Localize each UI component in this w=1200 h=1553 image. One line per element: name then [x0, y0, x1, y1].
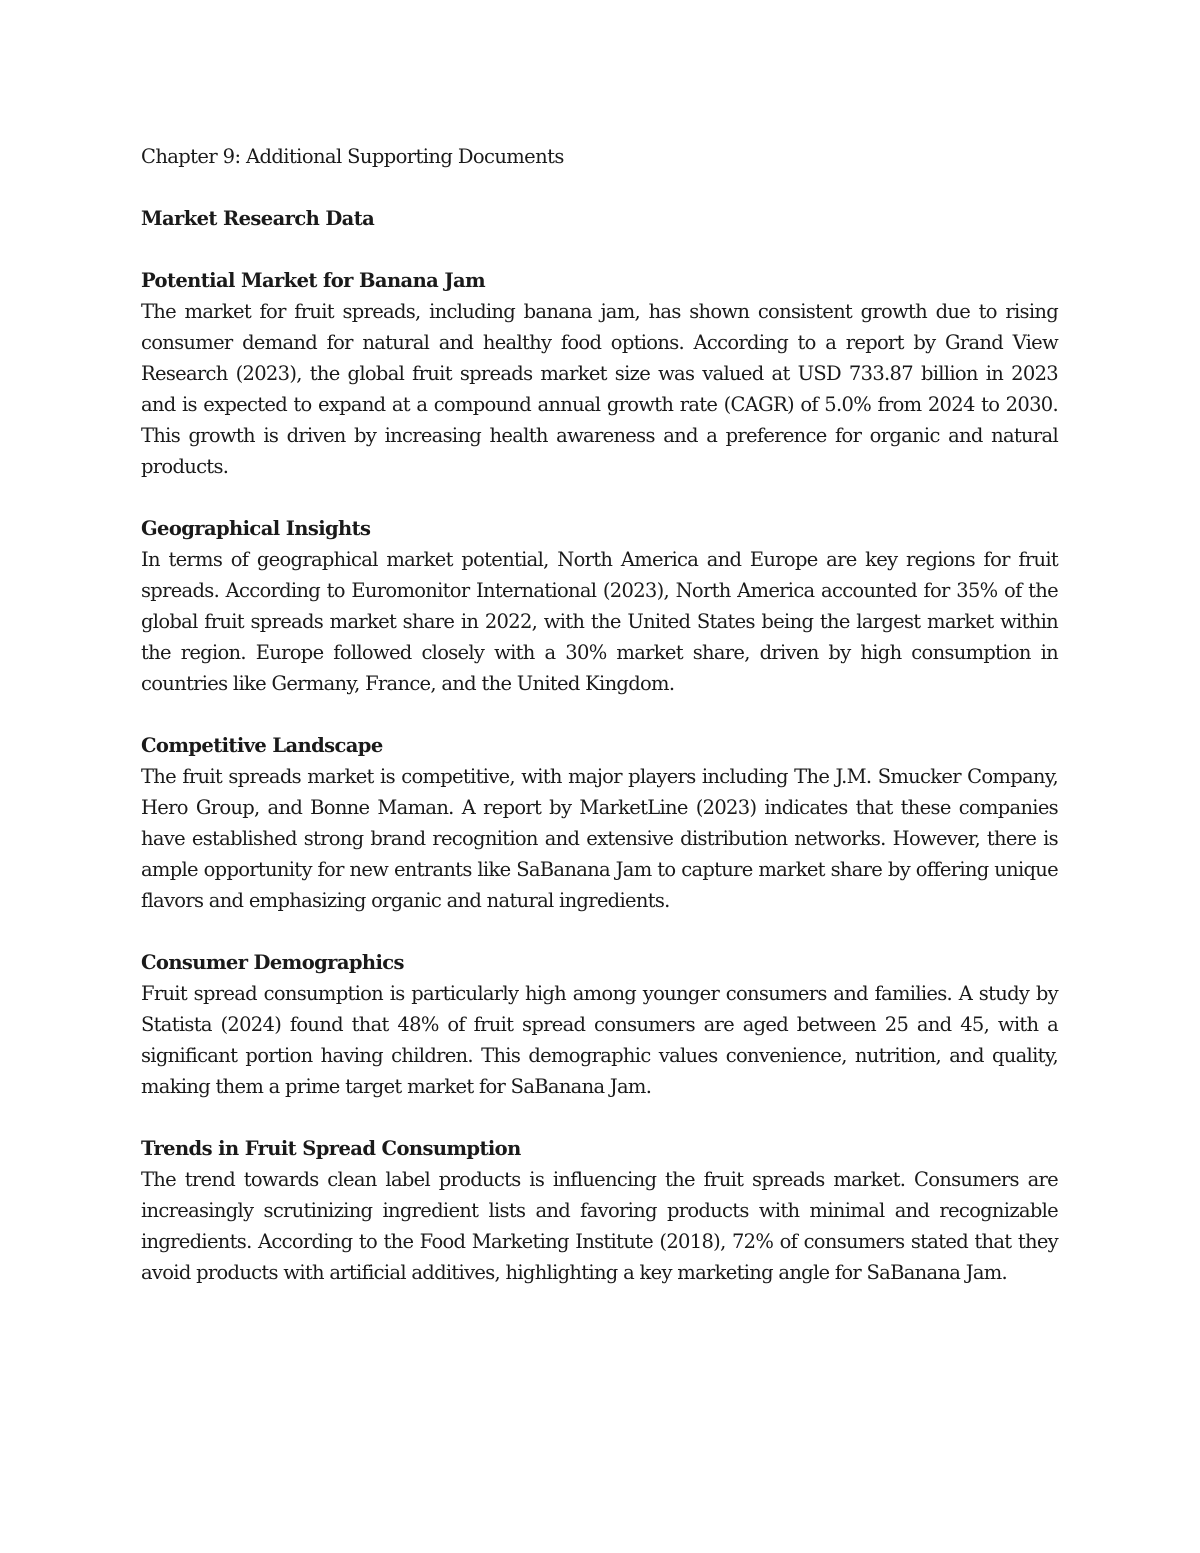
section-potential-market	[141, 265, 1058, 482]
section-body: Fruit spread consumption is particularly high among younger consumers and families. A study by Statista (2024) found that 48% of fruit spread consumers are aged between 25 and 45, with a significant portion having children. This demographic values convenience, nutrition, and quality, making them a prime target market for SaBanana Jam.	[141, 982, 1058, 1098]
section-heading: Consumer Demographics	[141, 951, 404, 974]
section-body: The fruit spreads market is competitive, with major players including The J.M. Smucker Company, Hero Group, and Bonne Maman. A report by MarketLine (2023) indicates that these companies have established strong brand recognition and extensive distribution networks. However, there is ample opportunity for new entrants like SaBanana Jam to capture market share by offering unique flavors and emphasizing organic and natural ingredients.	[141, 765, 1058, 912]
section-consumer-demographics	[141, 947, 1058, 1102]
section-geographical-insights	[141, 513, 1058, 699]
chapter-heading: Chapter 9: Additional Supporting Documents	[141, 145, 564, 168]
section-body: The market for fruit spreads, including banana jam, has shown consistent growth due to rising consumer demand for natural and healthy food options. According to a report by Grand View Research (2023), the global fruit spreads market size was valued at USD 733.87 billion in 2023 and is expected to expand at a compound annual growth rate (CAGR) of 5.0% from 2024 to 2030. This growth is driven by increasing health awareness and a preference for organic and natural products.	[141, 300, 1058, 478]
section-competitive-landscape	[141, 730, 1058, 916]
section-heading: Competitive Landscape	[141, 734, 383, 757]
section-body: The trend towards clean label products is influencing the fruit spreads market. Consumers are increasingly scrutinizing ingredient lists and favoring products with minimal and recognizable ingredients. According to the Food Marketing Institute (2018), 72% of consumers stated that they avoid products with artificial additives, highlighting a key marketing angle for SaBanana Jam.	[141, 1168, 1058, 1284]
section-trends	[141, 1133, 1058, 1288]
section-heading: Trends in Fruit Spread Consumption	[141, 1137, 521, 1160]
document-page	[141, 141, 1058, 1319]
section-heading: Geographical Insights	[141, 517, 371, 540]
section-heading: Potential Market for Banana Jam	[141, 269, 486, 292]
document-title: Market Research Data	[141, 207, 375, 230]
section-body: In terms of geographical market potential, North America and Europe are key regions for fruit spreads. According to Euromonitor International (2023), North America accounted for 35% of the global fruit spreads market share in 2022, with the United States being the largest market within the region. Europe followed closely with a 30% market share, driven by high consumption in countries like Germany, France, and the United Kingdom.	[141, 548, 1058, 695]
